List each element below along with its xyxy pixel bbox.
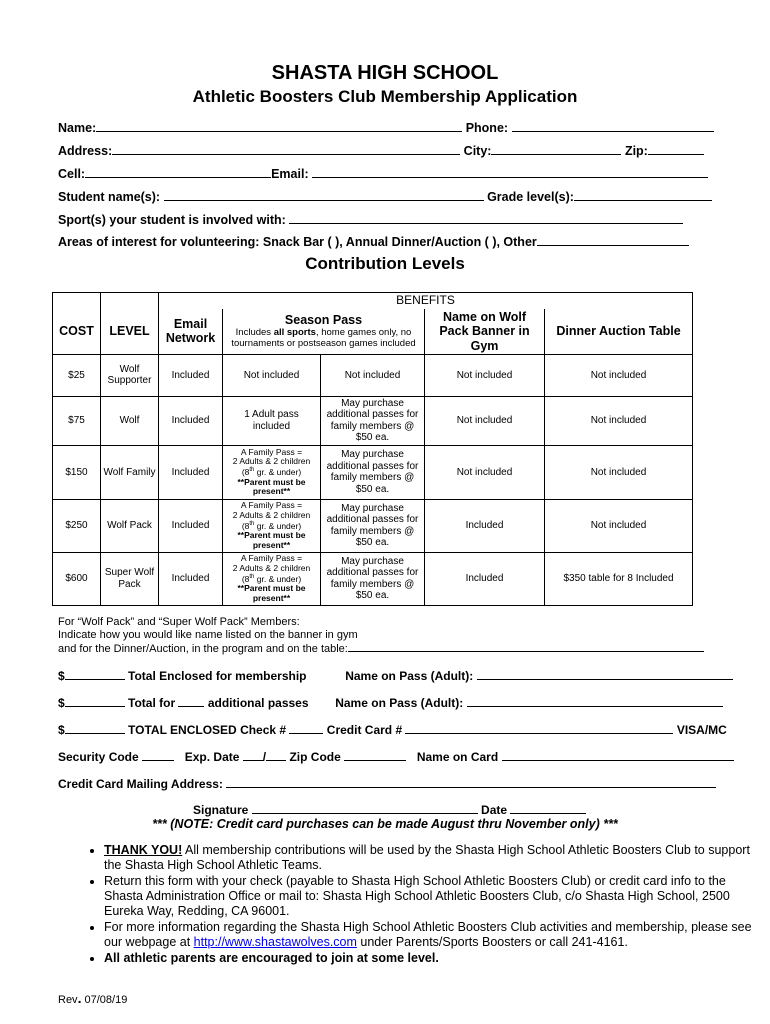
total-for-label: Total for	[128, 696, 176, 710]
col-email-network: Email Network	[159, 309, 223, 355]
contribution-heading: Contribution Levels	[305, 254, 465, 273]
name-on-card-label: Name on Card	[416, 750, 499, 764]
date-label: Date	[481, 803, 508, 817]
col-season-pass	[223, 309, 425, 355]
extra-pass-cell: May purchase additional passes for family members @ $50 ea.	[321, 445, 425, 499]
extra-pass-cell: May purchase additional passes for family members @ $50 ea.	[321, 499, 425, 552]
pass-cell: A Family Pass = 2 Adults & 2 children (8th gr. & under) **Parent must be present**	[223, 445, 321, 499]
sports-label: Sport(s) your student is involved with:	[58, 213, 286, 227]
student-names-field[interactable]	[164, 189, 484, 201]
pass-cell: A Family Pass = 2 Adults & 2 children (8th gr. & under) **Parent must be present**	[223, 552, 321, 605]
pass-cell: A Family Pass = 2 Adults & 2 children (8th gr. & under) **Parent must be present**	[223, 499, 321, 552]
banner-note-line-1: For “Wolf Pack” and “Super Wolf Pack” Members:	[58, 616, 300, 628]
dinner-cell: Not included	[545, 499, 693, 552]
cost-cell: $150	[53, 445, 101, 499]
list-item: • All athletic parents are encouraged to join at some level.	[104, 951, 764, 966]
info-list	[60, 843, 764, 967]
dinner-cell: Not included	[545, 445, 693, 499]
level-cell: Wolf Family	[101, 445, 159, 499]
city-field[interactable]	[491, 143, 621, 155]
name-on-card-field[interactable]	[502, 749, 734, 761]
website-link[interactable]: http://www.shastawolves.com	[193, 935, 357, 949]
credit-card-field[interactable]	[405, 722, 673, 734]
payment-line-1: $ Total Enclosed for membership Name on Pass (Adult):	[58, 668, 733, 683]
level-cell: Wolf Supporter	[101, 354, 159, 396]
check-label: Check #	[240, 723, 287, 737]
exp-year-field[interactable]	[266, 749, 286, 761]
cell-field[interactable]	[85, 166, 271, 178]
address-line	[58, 143, 704, 158]
credit-card-note: *** (NOTE: Credit card purchases can be made August thru November only) ***	[152, 817, 618, 831]
mailing-address-label: Credit Card Mailing Address:	[58, 777, 223, 791]
level-cell: Wolf Pack	[101, 499, 159, 552]
email-cell: Included	[159, 552, 223, 605]
cost-cell: $250	[53, 499, 101, 552]
grade-levels-label: Grade level(s):	[487, 190, 574, 204]
banner-note-line-2: Indicate how you would like name listed on the banner in gym	[58, 629, 358, 641]
col-cost: COST	[53, 309, 101, 355]
banner-cell: Not included	[425, 396, 545, 445]
dinner-cell: Not included	[545, 354, 693, 396]
sports-field[interactable]	[289, 212, 683, 224]
phone-label: Phone:	[465, 121, 509, 135]
payment-line-3: $ TOTAL ENCLOSED Check # Credit Card # VISA/MC	[58, 723, 727, 737]
payment-line-2: $ Total for additional passes Name on Pass (Adult):	[58, 695, 723, 710]
cell-email-line	[58, 166, 708, 181]
student-line	[58, 189, 712, 204]
credit-card-label: Credit Card #	[326, 723, 403, 737]
zip-field[interactable]	[648, 143, 704, 155]
table-row	[53, 552, 693, 605]
total-additional-field[interactable]	[65, 695, 125, 707]
name-phone-line	[58, 120, 714, 135]
visa-mc-label: VISA/MC	[676, 723, 727, 737]
season-pass-title: Season Pass	[284, 313, 363, 328]
season-pass-note: Includes all sports, home games only, no tournaments or postseason games included	[231, 326, 416, 349]
list-item: • For more information regarding the Shasta High School Athletic Boosters Club activities and membership, please see our webpage at http://www.shastawolves.com under Parents/Sports Boosters or call 241-4161.	[104, 920, 764, 950]
col-level: LEVEL	[101, 309, 159, 355]
level-cell: Wolf	[101, 396, 159, 445]
signature-label: Signature	[193, 803, 249, 817]
email-cell: Included	[159, 445, 223, 499]
list-item: • THANK YOU! All membership contributions will be used by the Shasta High School Athletic Boosters Club to support the Shasta High School Athletic Teams.	[104, 843, 764, 873]
email-field[interactable]	[312, 166, 708, 178]
banner-cell: Not included	[425, 445, 545, 499]
extra-pass-cell: May purchase additional passes for family members @ $50 ea.	[321, 552, 425, 605]
banner-note	[58, 616, 704, 656]
name-on-pass-field-2[interactable]	[467, 695, 723, 707]
name-label: Name:	[58, 121, 97, 135]
banner-note-line-3: and for the Dinner/Auction, in the program and on the table:	[58, 642, 704, 656]
extra-pass-cell: May purchase additional passes for family members @ $50 ea.	[321, 396, 425, 445]
zip-code-field[interactable]	[344, 749, 406, 761]
volunteer-label: Areas of interest for volunteering: Snack Bar ( ), Annual Dinner/Auction ( ), Other	[58, 235, 537, 249]
additional-passes-label: additional passes	[207, 696, 309, 710]
email-cell: Included	[159, 396, 223, 445]
payment-line-4: Security Code Exp. Date / Zip Code Name on Card	[58, 749, 734, 764]
cost-cell: $600	[53, 552, 101, 605]
email-label: Email:	[271, 167, 309, 181]
total-membership-field[interactable]	[65, 668, 125, 680]
table-row	[53, 499, 693, 552]
date-field[interactable]	[510, 802, 586, 814]
grade-levels-field[interactable]	[574, 189, 712, 201]
signature-line	[193, 802, 586, 817]
name-on-pass-field-1[interactable]	[477, 668, 733, 680]
email-cell: Included	[159, 499, 223, 552]
col-dinner: Dinner Auction Table	[545, 309, 693, 355]
banner-cell: Included	[425, 499, 545, 552]
dinner-cell: $350 table for 8 Included	[545, 552, 693, 605]
extra-pass-cell: Not included	[321, 354, 425, 396]
zip-label: Zip:	[624, 144, 648, 158]
table-row	[53, 396, 693, 445]
pass-count-field[interactable]	[178, 695, 204, 707]
banner-cell: Included	[425, 552, 545, 605]
volunteer-other-field[interactable]	[537, 234, 689, 246]
pass-cell: Not included	[223, 354, 321, 396]
zip-code-label: Zip Code	[289, 750, 341, 764]
table-row	[53, 354, 693, 396]
name-on-pass-label-1: Name on Pass (Adult):	[345, 669, 474, 683]
level-cell: Super Wolf Pack	[101, 552, 159, 605]
cost-cell: $75	[53, 396, 101, 445]
mailing-address-field[interactable]	[226, 776, 716, 788]
dinner-cell: Not included	[545, 396, 693, 445]
revision-date: Rev. 07/08/19	[58, 990, 128, 1006]
payment-line-5	[58, 776, 716, 791]
security-code-label: Security Code	[58, 750, 139, 764]
pass-cell: 1 Adult pass included	[223, 396, 321, 445]
banner-name-field[interactable]	[348, 642, 704, 652]
volunteer-line	[58, 234, 689, 249]
signature-field[interactable]	[252, 802, 478, 814]
school-title: SHASTA HIGH SCHOOL	[271, 62, 499, 84]
table-row	[53, 445, 693, 499]
address-label: Address:	[58, 144, 113, 158]
cost-cell: $25	[53, 354, 101, 396]
col-banner: Name on Wolf Pack Banner in Gym	[425, 309, 545, 355]
address-field[interactable]	[112, 143, 460, 155]
sports-line	[58, 212, 683, 227]
form-title: Athletic Boosters Club Membership Application	[192, 87, 578, 106]
total-membership-label: Total Enclosed for membership	[128, 669, 307, 683]
name-on-pass-label-2: Name on Pass (Adult):	[335, 696, 464, 710]
phone-field[interactable]	[512, 120, 714, 132]
banner-cell: Not included	[425, 354, 545, 396]
email-cell: Included	[159, 354, 223, 396]
student-names-label: Student name(s):	[58, 190, 161, 204]
total-enclosed-label: TOTAL ENCLOSED	[128, 723, 237, 737]
city-label: City:	[463, 144, 492, 158]
exp-month-field[interactable]	[243, 749, 263, 761]
check-number-field[interactable]	[289, 722, 323, 734]
security-code-field[interactable]	[142, 749, 174, 761]
list-item: • Return this form with your check (payable to Shasta High School Athletic Boosters Club) or credit card info to the Shasta Administration Office or mail to: Shasta High School Athletic Boosters Club, c/o Shasta High School, 2500 Eureka Way, Redding, CA 96001.	[104, 874, 764, 919]
cell-label: Cell:	[58, 167, 86, 181]
total-enclosed-field[interactable]	[65, 722, 125, 734]
benefits-header: BENEFITS	[159, 293, 693, 309]
exp-date-label: Exp. Date	[184, 750, 240, 764]
contribution-table	[52, 292, 693, 606]
name-field[interactable]	[96, 120, 462, 132]
